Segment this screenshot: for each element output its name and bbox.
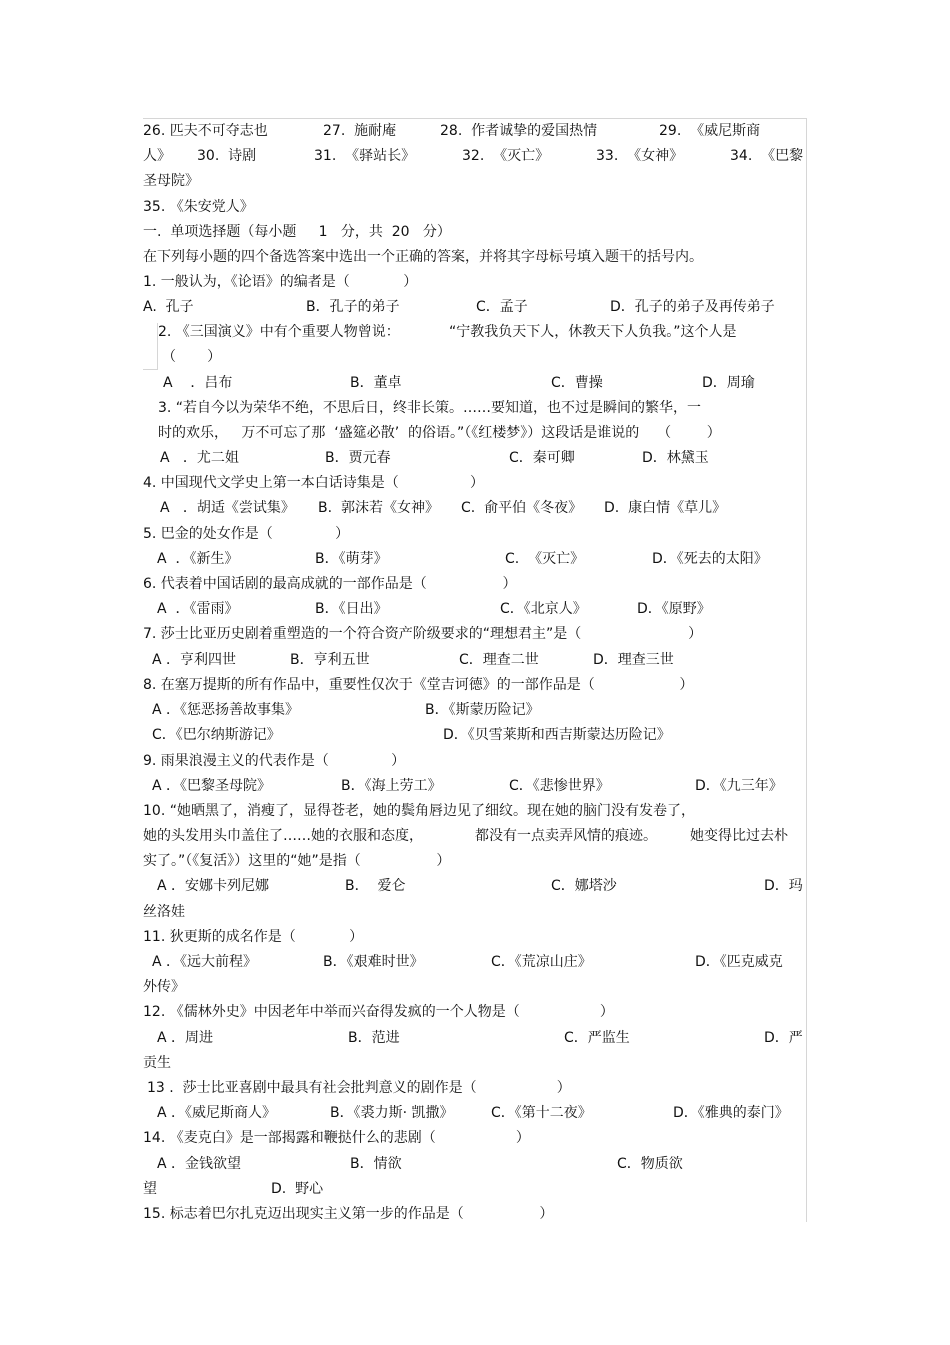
text-line: A ．尤二姐 (160, 450, 239, 466)
text-line: B．《斯蒙历险记》 (425, 702, 540, 718)
text-line: （ ） (162, 349, 222, 365)
right-border-line (806, 118, 807, 1222)
text-line: B．《裘力斯· 凯撒》 (330, 1105, 454, 1121)
text-line: B．情欲 (350, 1156, 402, 1172)
text-line: 实了。”（《复活》）这里的“她”是指（ ） (143, 853, 451, 869)
text-line: 5. 巴金的处女作是（ ） (143, 526, 350, 542)
text-line: A ．《巴黎圣母院》 (152, 778, 272, 794)
text-line: 35. 《朱安党人》 (143, 199, 254, 215)
text-line: 12. 《儒林外史》中因老年中举而兴奋得发疯的一个人物是（ ） (143, 1004, 614, 1020)
text-line: D．孔子的弟子及再传弟子 (610, 299, 775, 315)
text-line: A ．《威尼斯商人》 (157, 1105, 277, 1121)
text-line: A ．吕布 (163, 375, 233, 391)
text-line: B. 郭沫若《女神》 (318, 500, 439, 516)
text-line: 贡生 (143, 1055, 171, 1071)
text-line: 她变得比过去朴 (690, 828, 788, 844)
text-line: 在下列每小题的四个备选答案中选出一个正确的答案，并将其字母标号填入题干的括号内。 (143, 249, 703, 265)
text-line: 1. 一般认为，《论语》的编者是（ ） (143, 274, 418, 290)
text-line: B．《艰难时世》 (323, 954, 424, 970)
text-line: 9. 雨果浪漫主义的代表作是（ ） (143, 753, 406, 769)
text-line: B．贾元春 (325, 450, 391, 466)
text-line: 4. 中国现代文学史上第一本白话诗集是（ ） (143, 475, 485, 491)
text-line: D．《匹克威克 (695, 954, 783, 970)
text-line: C．《北京人》 (500, 601, 587, 617)
text-line: 一. 单项选择题（每小题 1 分，共 20 分） (143, 224, 451, 240)
text-line: 29. 《威尼斯商 (659, 123, 761, 139)
text-line: 28. 作者诚挚的爱国热情 (440, 123, 598, 139)
text-line: A ．金钱欲望 (157, 1156, 242, 1172)
text-line: B．范进 (348, 1030, 400, 1046)
text-line: 33. 《女神》 (596, 148, 684, 164)
text-line: B．《海上劳工》 (341, 778, 442, 794)
text-line: 都没有一点卖弄风情的痕迹。 (475, 828, 657, 844)
text-line: B．孔子的弟子 (306, 299, 400, 315)
text-line: 27. 施耐庵 (323, 123, 397, 139)
text-line: 11. 狄更斯的成名作是（ ） (143, 929, 364, 945)
text-line: C．严监生 (564, 1030, 630, 1046)
text-line: A ．亨利四世 (152, 652, 237, 668)
text-line: C．《第十二夜》 (491, 1105, 592, 1121)
text-line: C．《悲惨世界》 (509, 778, 610, 794)
text-line: B．亨利五世 (290, 652, 370, 668)
text-line: C．孟子 (476, 299, 528, 315)
text-line: C．理查二世 (459, 652, 539, 668)
text-line: B．《萌芽》 (315, 551, 388, 567)
text-line: 时的欢乐， 万不可忘了那 ‘盛筵必散’ 的俗语。”（《红楼梦》）这段话是谁说的 （ ） (158, 425, 721, 441)
text-line: D．《贝雪莱斯和西吉斯蒙达历险记》 (443, 727, 671, 743)
text-line: D．周瑜 (702, 375, 755, 391)
text-line: D．严 (764, 1030, 803, 1046)
text-line: 2. 《三国演义》中有个重要人物曾说： (158, 324, 400, 340)
text-line: 30. 诗剧 (197, 148, 257, 164)
text-line: A. 孔子 (143, 299, 194, 315)
text-line: 31. 《驿站长》 (314, 148, 416, 164)
text-line: 26. 匹夫不可夺志也 (143, 123, 268, 139)
text-line: 32. 《灭亡》 (462, 148, 550, 164)
text-line: C．秦可卿 (509, 450, 575, 466)
text-line: C．娜塔沙 (551, 878, 617, 894)
text-line: 外传》 (143, 979, 185, 995)
text-line: D．理查三世 (593, 652, 674, 668)
text-line: C．物质欲 (617, 1156, 683, 1172)
text-line: C．《巴尔纳斯游记》 (152, 727, 281, 743)
text-line: C．《荒凉山庄》 (491, 954, 592, 970)
text-line: D．玛 (764, 878, 803, 894)
text-line: A ．安娜卡列尼娜 (157, 878, 270, 894)
text-line: 丝洛娃 (143, 904, 185, 920)
text-line: D．《雅典的泰门》 (673, 1105, 789, 1121)
text-line: A ．《雷雨》 (157, 601, 239, 617)
text-line: 6. 代表着中国话剧的最高成就的一部作品是（ ） (143, 576, 517, 592)
text-line: D. 康白情《草儿》 (604, 500, 727, 516)
text-line: 7. 莎士比亚历史剧着重塑造的一个符合资产阶级要求的“理想君主”是（ ） (143, 626, 703, 642)
text-line: 14. 《麦克白》是一部揭露和鞭挞什么的悲剧（ ） (143, 1130, 530, 1146)
text-line: 圣母院》 (143, 173, 199, 189)
text-line: A ．胡适《尝试集》 (160, 500, 295, 516)
text-line: 10. “她晒黑了，消瘦了，显得苍老，她的鬓角唇边见了细纹。现在她的脑门没有发卷了， (143, 803, 695, 819)
text-line: C．曹操 (551, 375, 603, 391)
text-line: A ．《新生》 (157, 551, 239, 567)
text-line: B． 爱仑 (345, 878, 406, 894)
text-line: 15. 标志着巴尔扎克迈出现实主义第一步的作品是（ ） (143, 1206, 554, 1222)
text-line: D．林黛玉 (642, 450, 709, 466)
text-line: D．《死去的太阳》 (652, 551, 768, 567)
text-line: D．《原野》 (637, 601, 711, 617)
text-line: D．《九三年》 (695, 778, 783, 794)
text-line: 她的头发用头巾盖住了……她的衣服和态度， (143, 828, 423, 844)
bracket-line (143, 369, 158, 370)
text-line: 13 . 莎士比亚喜剧中最具有社会批判意义的剧作是（ ） (147, 1080, 571, 1096)
text-line: A ．《远大前程》 (152, 954, 258, 970)
text-line: D. 野心 (271, 1181, 324, 1197)
text-line: C. 《灭亡》 (505, 551, 585, 567)
text-line: B．董卓 (350, 375, 402, 391)
text-line: C. 俞平伯《冬夜》 (461, 500, 583, 516)
text-line: 人》 (143, 148, 171, 164)
text-line: 34. 《巴黎 (730, 148, 804, 164)
text-line: “宁教我负天下人，休教天下人负我。”这个人是 (449, 324, 737, 340)
text-line: 3. “若自今以为荣华不绝，不思后日，终非长策。……要知道，也不过是瞬间的繁华，一 (158, 400, 702, 416)
top-border-line (143, 118, 807, 119)
text-line: 8. 在塞万提斯的所有作品中，重要性仅次于《堂吉诃德》的一部作品是（ ） (143, 677, 694, 693)
text-line: 望 (143, 1181, 157, 1197)
text-line: B．《日出》 (315, 601, 388, 617)
text-line: A ．周进 (157, 1030, 214, 1046)
text-line: A ．《惩恶扬善故事集》 (152, 702, 300, 718)
